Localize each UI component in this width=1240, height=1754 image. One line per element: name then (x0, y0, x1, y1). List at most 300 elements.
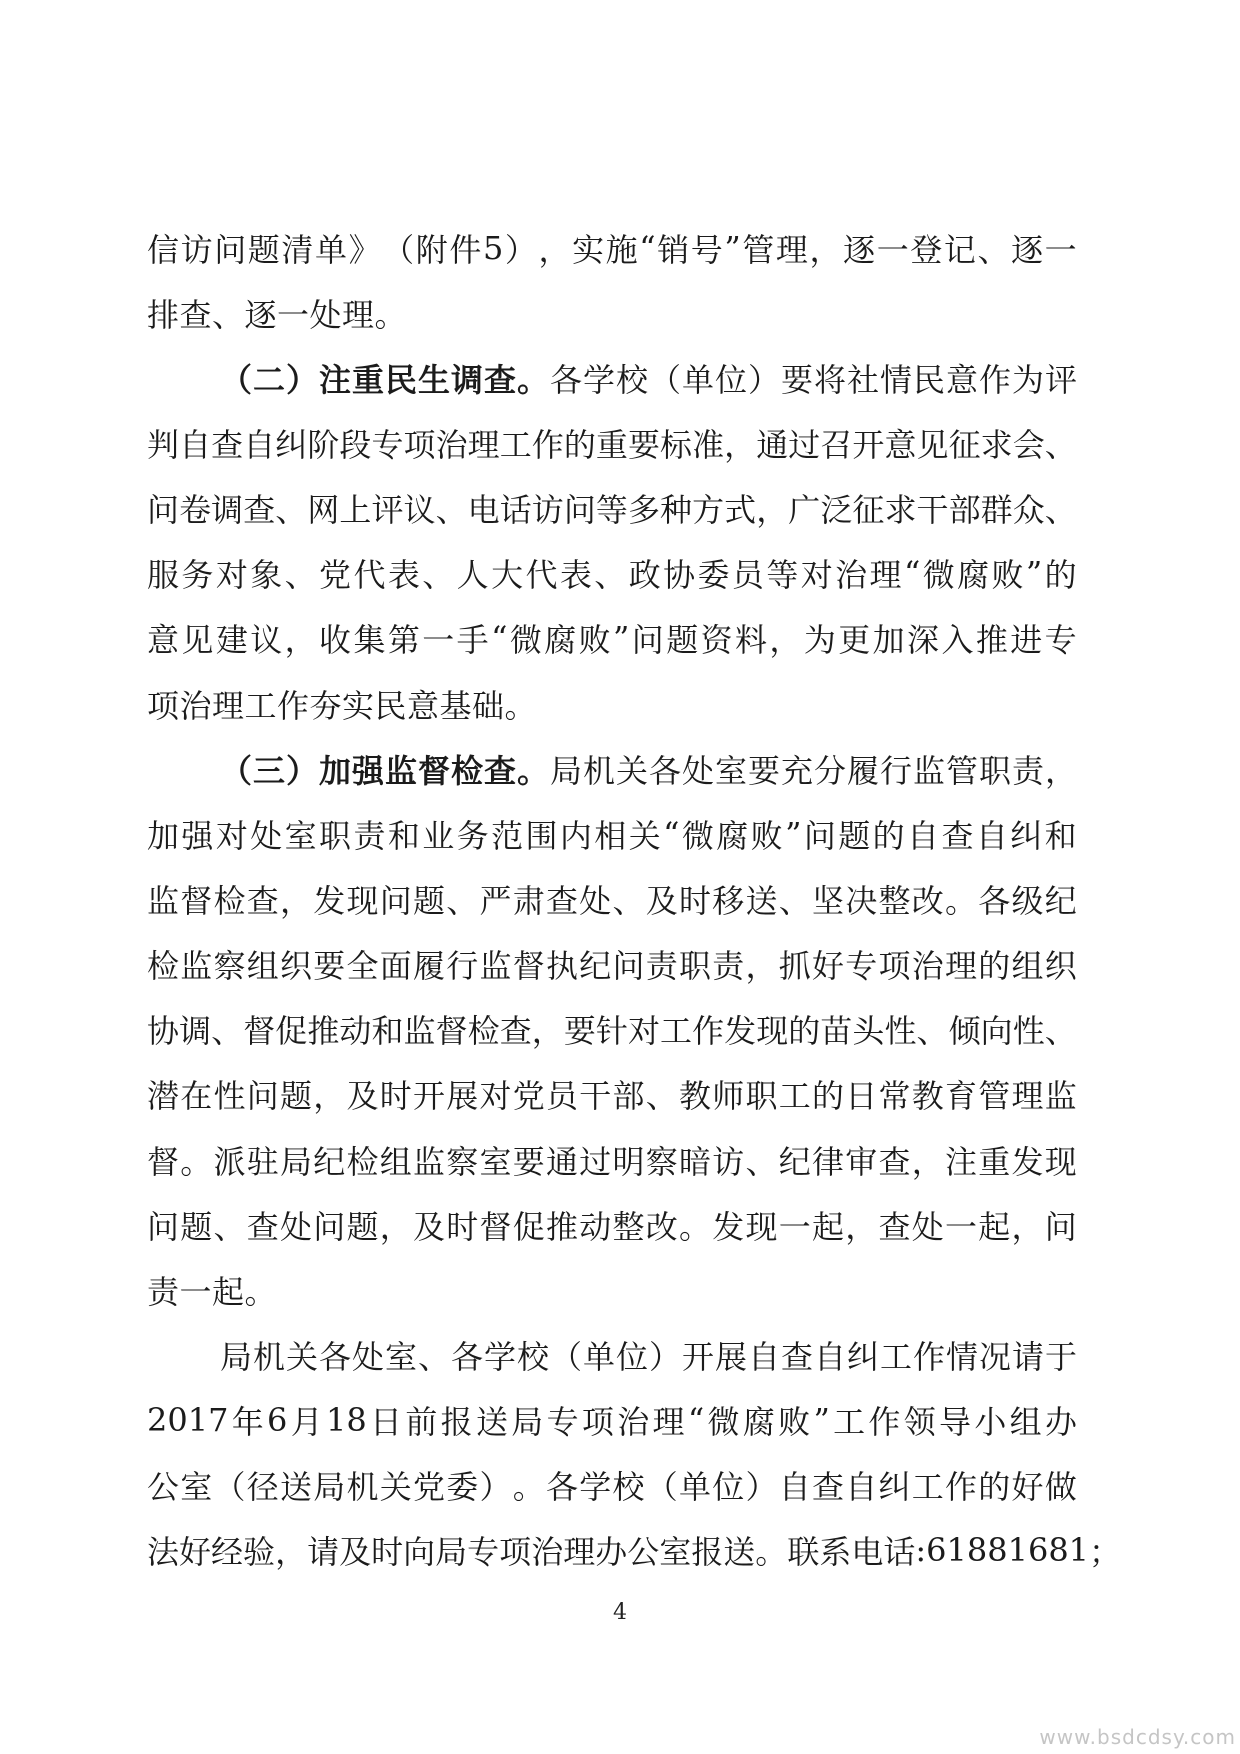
text-token: ） (285, 360, 318, 399)
text-token: 相 (594, 816, 627, 855)
text-token: 收 (319, 621, 352, 660)
text-token: 见 (916, 425, 949, 464)
text-line (147, 410, 1077, 475)
text-token: ， (1011, 1207, 1044, 1246)
text-token: 全 (346, 947, 379, 986)
text-token: 、 (1044, 425, 1077, 464)
text-token: 腐 (957, 556, 990, 595)
text-token: 问 (246, 1077, 279, 1116)
text-token: 日 (370, 1403, 403, 1442)
text-token: 前 (405, 1403, 438, 1442)
text-token: 工 (499, 425, 532, 464)
text-token: ” (1025, 554, 1043, 593)
text-token: 向 (980, 1012, 1013, 1051)
text-token: 各 (648, 751, 681, 790)
text-token: 室 (284, 816, 317, 855)
text-token: 等 (595, 491, 628, 530)
text-token: 查 (941, 816, 974, 855)
text-token: 开 (681, 1337, 714, 1376)
text-token: 监 (413, 1142, 446, 1181)
text-token: 机 (252, 1337, 285, 1376)
text-token: 二 (252, 360, 285, 399)
text-token: 问 (631, 621, 664, 660)
text-token: 于 (1044, 1337, 1077, 1376)
text-token: 处 (351, 1337, 384, 1376)
text-token: 方 (692, 491, 725, 530)
text-token: 见 (181, 621, 214, 660)
text-token: 务 (456, 816, 489, 855)
text-token: 移 (712, 881, 745, 920)
text-token: 、 (446, 881, 479, 920)
text-token: 要 (627, 425, 660, 464)
text-token: 监 (1044, 1077, 1077, 1116)
text-token: ） (745, 1468, 778, 1507)
text-line (147, 801, 1077, 866)
text-token: 理 (467, 425, 500, 464)
text-token: 生 (417, 360, 450, 399)
text-token: 坚 (812, 881, 845, 920)
text-token: 要 (780, 360, 813, 399)
text-token: 入 (941, 621, 974, 660)
text-token: 时 (679, 881, 712, 920)
text-line (147, 866, 1077, 931)
text-token: 6 (267, 1401, 288, 1440)
text-token: 围 (525, 816, 558, 855)
document-body (147, 215, 1122, 1583)
text-token: 督 (147, 1142, 180, 1181)
text-token: 自 (975, 816, 1008, 855)
text-token: 式 (724, 491, 757, 530)
text-token: 微 (681, 816, 714, 855)
text-token: 和 (371, 1012, 404, 1051)
text-token: 协 (147, 1012, 180, 1051)
text-token: 大 (491, 556, 524, 595)
text-token: 履 (413, 947, 446, 986)
text-token: 问 (803, 816, 836, 855)
text-token: 表 (387, 556, 420, 595)
text-token: 和 (387, 816, 420, 855)
text-token: 自 (813, 1337, 846, 1376)
text-token: 访 (712, 1142, 745, 1181)
text-token: 题 (413, 881, 446, 920)
text-token: 纪 (579, 947, 612, 986)
text-token: 民 (384, 360, 417, 399)
text-token: ， (313, 1077, 346, 1116)
text-token: 针 (595, 1012, 628, 1051)
text-token: “ (903, 554, 921, 593)
text-token: ） (747, 360, 780, 399)
text-token: 征 (948, 425, 981, 464)
text-token: 理 (869, 556, 902, 595)
text-token: 发 (313, 881, 346, 920)
text-token: 自 (179, 425, 212, 464)
text-token: 注 (318, 360, 351, 399)
text-token: （ (213, 1468, 246, 1507)
text-token: 治 (435, 425, 468, 464)
text-token: 检 (213, 881, 246, 920)
text-token: 、 (213, 1207, 246, 1246)
text-token: 处 (280, 1207, 313, 1246)
text-token: 题 (666, 621, 699, 660)
text-token: 的 (563, 425, 596, 464)
text-line (147, 1127, 1077, 1192)
text-token: 处 (681, 751, 714, 790)
text-token: 教 (679, 1077, 712, 1116)
text-token: 重 (978, 1142, 1011, 1181)
text-token: 级 (1011, 881, 1044, 920)
text-token: 向 (403, 1533, 436, 1572)
text-line (147, 476, 1077, 541)
text-token: 务 (181, 556, 214, 595)
text-token: 访 (180, 230, 213, 269)
text-token: 专 (1044, 621, 1077, 660)
text-token: 送 (280, 1468, 313, 1507)
text-token: 会 (1012, 425, 1045, 464)
text-token: 校 (516, 1337, 549, 1376)
text-token: 时 (446, 1207, 479, 1246)
text-token: ， (809, 230, 842, 269)
text-token: 展 (714, 1337, 747, 1376)
text-token: 重 (595, 425, 628, 464)
text-token: 室 (714, 751, 747, 790)
text-token: 单 (681, 360, 714, 399)
text-token: ” (724, 228, 741, 267)
text-token: 责 (645, 947, 678, 986)
text-token: 附 (415, 230, 448, 269)
text-token: 推 (546, 1207, 579, 1246)
text-token: 验 (243, 1533, 276, 1572)
text-token: 》 (348, 230, 381, 269)
text-token: 办 (595, 1533, 628, 1572)
text-segment: 项治理工作夯实民意基础。 (147, 686, 538, 725)
text-token: 展 (446, 1077, 479, 1116)
text-token: 准 (692, 425, 725, 464)
text-token: 阶 (307, 425, 340, 464)
text-token: 管 (742, 230, 775, 269)
text-token: 种 (660, 491, 693, 530)
text-token: 专 (371, 425, 404, 464)
text-token: 部 (612, 1077, 645, 1116)
text-token: 电 (467, 491, 500, 530)
text-token: 抓 (778, 947, 811, 986)
text-token: 施 (605, 230, 638, 269)
text-token: 倾 (948, 1012, 981, 1051)
text-token: 性 (1012, 1012, 1045, 1051)
text-token: 。 (516, 360, 549, 399)
text-token: ， (275, 1533, 308, 1572)
text-token: 的 (978, 947, 1011, 986)
text-token: 好 (812, 947, 845, 986)
text-token: 查 (878, 1207, 911, 1246)
text-token: 的 (1044, 556, 1077, 595)
text-token: 重 (351, 360, 384, 399)
text-token: 自 (243, 425, 276, 464)
text-token: （ (219, 360, 252, 399)
text-line (147, 215, 1077, 280)
text-token: 项 (878, 947, 911, 986)
text-token: 三 (252, 751, 285, 790)
text-token: 室 (659, 1533, 692, 1572)
text-line (147, 1257, 1077, 1322)
text-token: 位 (615, 1337, 648, 1376)
text-line (147, 932, 1077, 997)
text-token: ， (769, 621, 802, 660)
text-token: 腐 (742, 1403, 775, 1442)
text-token: 、 (916, 1012, 949, 1051)
text-token: 为 (803, 621, 836, 660)
text-token: 及 (339, 1533, 372, 1572)
text-token: 室 (384, 1337, 417, 1376)
text-token: 作 (978, 360, 1011, 399)
text-token: 整 (612, 1207, 645, 1246)
text-token: 组 (379, 1142, 412, 1181)
text-token: 履 (846, 751, 879, 790)
text-token: 评 (371, 491, 404, 530)
text-token: 监 (403, 1012, 436, 1051)
text-token: 等 (766, 556, 799, 595)
text-token: 清 (281, 230, 314, 269)
text-token: 情 (879, 360, 912, 399)
text-token: 监 (147, 881, 180, 920)
text-token: 部 (948, 491, 981, 530)
text-token: 促 (275, 1012, 308, 1051)
text-token: 纠 (275, 425, 308, 464)
text-token: 信 (147, 230, 180, 269)
text-token: 决 (845, 881, 878, 920)
text-token: 督 (512, 947, 545, 986)
text-token: 注 (945, 1142, 978, 1181)
text-token: 集 (353, 621, 386, 660)
text-token: 促 (512, 1207, 545, 1246)
text-token: 纠 (846, 1337, 879, 1376)
text-line (147, 997, 1077, 1062)
text-token: 查 (246, 881, 279, 920)
text-token: 处 (250, 816, 283, 855)
text-token: 建 (215, 621, 248, 660)
text-token: 、 (977, 230, 1010, 269)
text-token: 局 (435, 1533, 468, 1572)
text-token: 关 (379, 1468, 412, 1507)
text-token: 加 (147, 816, 180, 855)
text-token: 员 (731, 556, 764, 595)
text-token: 网 (307, 491, 340, 530)
text-token: 专 (467, 1533, 500, 1572)
text-token: 的 (872, 816, 905, 855)
text-token: 工 (833, 1403, 866, 1442)
text-token: 代 (353, 556, 386, 595)
text-token: “ (639, 228, 656, 267)
text-token: 各 (450, 1337, 483, 1376)
text-token: 开 (413, 1077, 446, 1116)
text-token: 联 (787, 1533, 820, 1572)
text-token: 题 (247, 230, 280, 269)
text-token: 治 (835, 556, 868, 595)
text-token: 职 (319, 816, 352, 855)
text-line (147, 1453, 1077, 1518)
text-token: 委 (446, 1468, 479, 1507)
text-token: 进 (1010, 621, 1043, 660)
text-token: 机 (582, 751, 615, 790)
text-token: ” (813, 1401, 830, 1440)
text-token: 各 (546, 1468, 579, 1507)
page-number: 4 (613, 1600, 627, 1625)
text-token: 问 (214, 230, 247, 269)
text-token: 销 (657, 230, 690, 269)
text-token: 党 (512, 1077, 545, 1116)
text-token: 督 (243, 1012, 276, 1051)
text-token: 查 (483, 360, 516, 399)
text-token: 话 (499, 491, 532, 530)
text-token: 学 (582, 360, 615, 399)
text-token: 局 (280, 1142, 313, 1181)
text-token: 监 (912, 751, 945, 790)
text-token: 位 (714, 360, 747, 399)
text-token: 题 (346, 1207, 379, 1246)
text-token: 处 (911, 1207, 944, 1246)
text-token: 作 (912, 1337, 945, 1376)
text-token: 局 (313, 1468, 346, 1507)
text-token: 关 (285, 1337, 318, 1376)
text-token: 学 (579, 1468, 612, 1507)
text-token: 起 (812, 1207, 845, 1246)
text-token: 败 (991, 556, 1024, 595)
text-token: 调 (211, 491, 244, 530)
text-token: 召 (820, 425, 853, 464)
text-segment: 责一起。 (147, 1272, 278, 1311)
text-token: 。 (180, 1142, 213, 1181)
text-token: 行 (446, 947, 479, 986)
text-token: 各 (318, 1337, 351, 1376)
text-token: 严 (479, 881, 512, 920)
text-token: 查 (211, 425, 244, 464)
text-token: 访 (531, 491, 564, 530)
text-token: 教 (911, 1077, 944, 1116)
text-token: 性 (213, 1077, 246, 1116)
text-token: 表 (559, 556, 592, 595)
text-line (147, 1518, 1122, 1583)
text-token: （ (648, 360, 681, 399)
text-token: 好 (1011, 1468, 1044, 1507)
text-token: 公 (147, 1468, 180, 1507)
text-token: 公 (627, 1533, 660, 1572)
text-token: ， (1044, 751, 1077, 790)
text-token: 局 (511, 1403, 544, 1442)
text-token: 治 (617, 1403, 650, 1442)
text-token: 请 (307, 1533, 340, 1572)
text-token: 项 (403, 425, 436, 464)
text-token: 、 (435, 491, 468, 530)
text-token: 工 (911, 1468, 944, 1507)
text-line (147, 736, 1077, 801)
text-token: 理 (775, 230, 808, 269)
text-token: 现 (346, 881, 379, 920)
text-token: 、 (211, 1012, 244, 1051)
text-token: 局 (219, 1337, 252, 1376)
text-token: 自 (907, 816, 940, 855)
text-token: 项 (581, 1403, 614, 1442)
text-token: 及 (346, 1077, 379, 1116)
text-token: 社 (846, 360, 879, 399)
text-token: 加 (872, 621, 905, 660)
text-token: 查 (780, 1337, 813, 1376)
text-token: 。 (755, 1533, 788, 1572)
text-token: 广 (788, 491, 821, 530)
text-token: 、 (417, 1337, 450, 1376)
text-token: 败 (750, 816, 783, 855)
text-token: 审 (845, 1142, 878, 1181)
text-token: 职 (978, 751, 1011, 790)
text-token: 组 (1009, 1403, 1042, 1442)
text-token: 对 (215, 556, 248, 595)
text-token: 动 (579, 1207, 612, 1246)
text-token: 办 (1044, 1403, 1077, 1442)
text-token: 范 (491, 816, 524, 855)
text-token: 查 (546, 881, 579, 920)
text-token: 、 (745, 1142, 778, 1181)
text-token: 对 (800, 556, 833, 595)
text-token: 监 (180, 947, 213, 986)
text-token: 深 (907, 621, 940, 660)
text-token: 纪 (1044, 881, 1077, 920)
text-line (147, 345, 1077, 410)
text-token: 律 (812, 1142, 845, 1181)
text-token: 意 (147, 621, 180, 660)
text-line (147, 1388, 1077, 1453)
text-token: 小 (974, 1403, 1007, 1442)
text-token: 段 (339, 425, 372, 464)
text-token: 各 (549, 360, 582, 399)
text-token: 自 (747, 1337, 780, 1376)
text-token: 题 (838, 816, 871, 855)
text-token: 强 (351, 751, 384, 790)
text-token: 一 (876, 230, 909, 269)
text-token: 实 (572, 230, 605, 269)
text-token: 卷 (179, 491, 212, 530)
text-token: “ (491, 619, 508, 658)
text-token: 众 (1012, 491, 1045, 530)
text-token: 问 (147, 491, 180, 530)
text-token: 干 (579, 1077, 612, 1116)
text-token: 意 (884, 425, 917, 464)
text-token: 工 (879, 1337, 912, 1376)
text-token: 报 (691, 1533, 724, 1572)
text-token: 群 (980, 491, 1013, 530)
text-token: :61881681 (915, 1531, 1090, 1570)
text-token: 项 (499, 1533, 532, 1572)
text-token: 为 (1011, 360, 1044, 399)
text-token: 检 (147, 947, 180, 986)
text-token: 日 (845, 1077, 878, 1116)
text-token: 处 (579, 881, 612, 920)
text-token: 料 (735, 621, 768, 660)
text-token: 管 (945, 751, 978, 790)
text-token: 纪 (313, 1142, 346, 1181)
text-token: ； (1089, 1533, 1122, 1572)
text-token: 将 (813, 360, 846, 399)
text-token: 月 (290, 1403, 323, 1442)
text-token: 送 (745, 881, 778, 920)
text-token: 请 (1011, 1337, 1044, 1376)
text-token: 执 (546, 947, 579, 986)
text-token: ） (285, 751, 318, 790)
text-token: 改 (645, 1207, 678, 1246)
text-token: 的 (978, 1468, 1011, 1507)
text-token: 关 (615, 751, 648, 790)
text-line (147, 280, 1077, 345)
text-token: 问 (313, 1207, 346, 1246)
text-token: 泛 (820, 491, 853, 530)
text-token: 题 (180, 1207, 213, 1246)
